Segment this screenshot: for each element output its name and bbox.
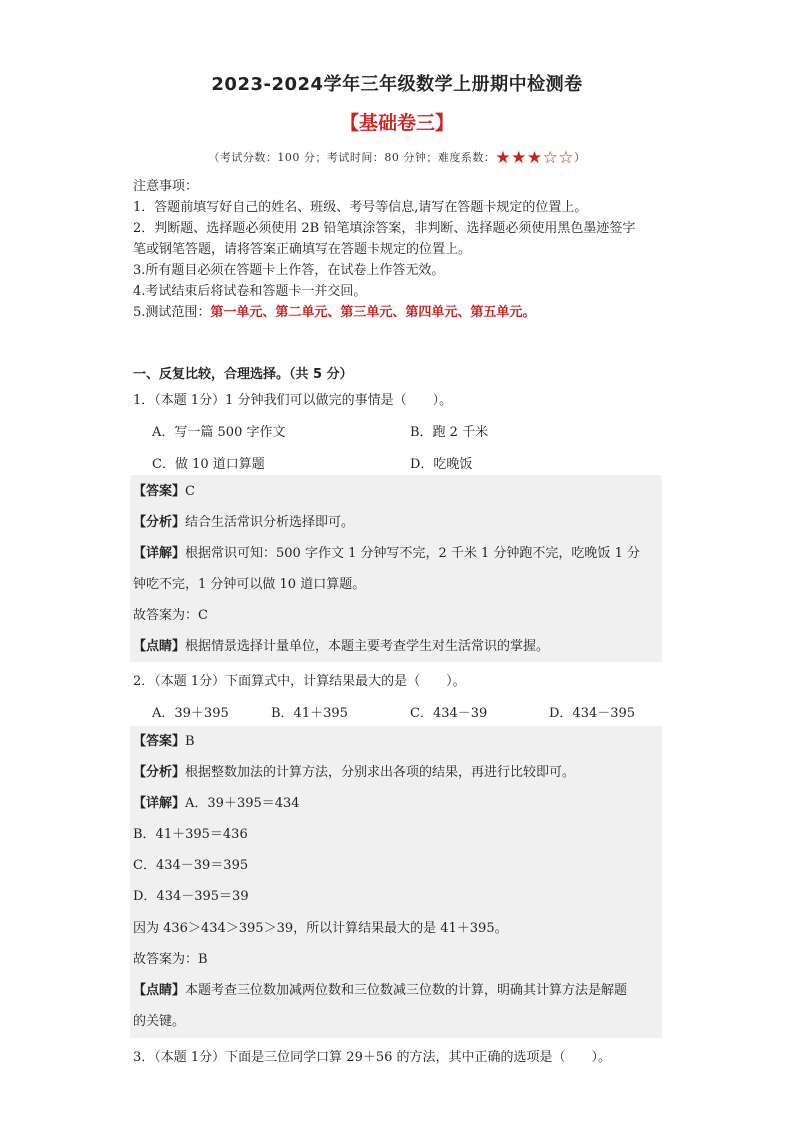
comment-line: 的关键。 [133,1014,186,1029]
detail-text: A．39＋395＝434 [185,796,300,811]
section-heading: 一、反复比较，合理选择。（共 5 分） [133,367,353,382]
detail-line: C．434－39＝395 [133,858,249,873]
conclusion-line: 故答案为：B [133,952,208,967]
comment-line [133,975,661,1006]
conclusion-line: 故答案为：C [133,608,208,623]
comment-text: 本题考查三位数加减两位数和三位数减三位数的计算，明确其计算方法是解题 [185,983,628,998]
answer-line [133,476,661,507]
analysis-tag: 【分析】 [133,765,186,780]
answer-tag: 【答案】 [133,734,186,749]
option-c: C．做 10 道口算题 [152,457,265,472]
comment-line [133,631,661,662]
analysis-text: 结合生活常识分析选择即可。 [185,515,355,530]
analysis-tag: 【分析】 [133,515,186,530]
difficulty-rating [495,148,575,168]
exam-meta-suffix: ） [574,151,586,164]
option-b: B．41＋395 [271,706,348,721]
comment-tag: 【点睛】 [133,639,186,654]
star-empty-icon: ☆ [542,148,559,168]
option-a: A．写一篇 500 字作文 [152,425,286,440]
option-d: D．吃晚饭 [410,457,473,472]
comment-text: 根据情景选择计量单位，本题主要考查学生对生活常识的掌握。 [185,639,550,654]
detail-line: B．41＋395＝436 [133,827,248,842]
detail-tag: 【详解】 [133,546,186,561]
analysis-line [133,757,661,788]
answer-value: B [185,734,195,749]
page-title: 2023-2024学年三年级数学上册期中检测卷 [211,74,583,95]
analysis-text: 根据整数加法的计算方法，分别求出各项的结果，再进行比较即可。 [185,765,576,780]
detail-line: D．434－395＝39 [133,889,249,904]
detail-line [133,788,661,819]
scope-value: 第一单元、第二单元、第三单元、第四单元、第五单元。 [210,305,536,320]
detail-tag: 【详解】 [133,796,186,811]
option-c: C．434－39 [410,706,488,721]
notice-item: 1．答题前填写好自己的姓名、班级、考号等信息,请写在答题卡规定的位置上。 [133,200,588,215]
notice-item: 4.考试结束后将试卷和答题卡一并交回。 [133,284,367,299]
notice-item: 笔或钢笔答题，请将答案正确填写在答题卡规定的位置上。 [133,242,472,257]
option-a: A．39＋395 [152,706,229,721]
detail-text: 根据常识可知：500 字作文 1 分钟写不完，2 千米 1 分钟跑不完，吃晚饭 1 分 [185,546,640,561]
answer-tag: 【答案】 [133,484,186,499]
notice-scope [133,302,693,323]
option-d: D．434－395 [549,706,636,721]
analysis-line [133,507,661,538]
compare-line: 因为 436＞434＞395＞39，所以计算结果最大的是 41＋395。 [133,921,508,936]
page-subtitle: 【基础卷三】 [339,112,454,134]
answer-line [133,726,661,757]
detail-line: 钟吃不完，1 分钟可以做 10 道口算题。 [133,577,366,592]
star-filled-icon: ★ [526,148,543,168]
exam-meta-prefix: （考试分数：100 分；考试时间：80 分钟；难度系数： [208,151,496,164]
question-stem: 2．（本题 1分）下面算式中，计算结果最大的是（ ）。 [133,674,466,689]
exam-meta [0,149,794,166]
question-stem: 3．（本题 1分）下面是三位同学口算 29＋56 的方法，其中正确的选项是（ ）。 [133,1050,612,1065]
answer-value: C [185,484,195,499]
notice-block [133,176,693,323]
notice-item: 3.所有题目必须在答题卡上作答，在试卷上作答无效。 [133,263,445,278]
star-filled-icon: ★ [495,148,512,168]
scope-label: 5.测试范围： [133,305,211,320]
question-stem: 1．（本题 1分）1 分钟我们可以做完的事情是（ ）。 [133,393,453,408]
star-filled-icon: ★ [511,148,527,168]
detail-line [133,538,661,569]
option-b: B．跑 2 千米 [410,425,489,440]
notice-item: 2．判断题、选择题必须使用 2B 铅笔填涂答案，非判断、选择题必须使用黑色墨迹签字 [133,221,636,236]
comment-tag: 【点睛】 [133,983,186,998]
notice-heading: 注意事项： [133,179,199,194]
star-empty-icon: ☆ [558,148,575,168]
